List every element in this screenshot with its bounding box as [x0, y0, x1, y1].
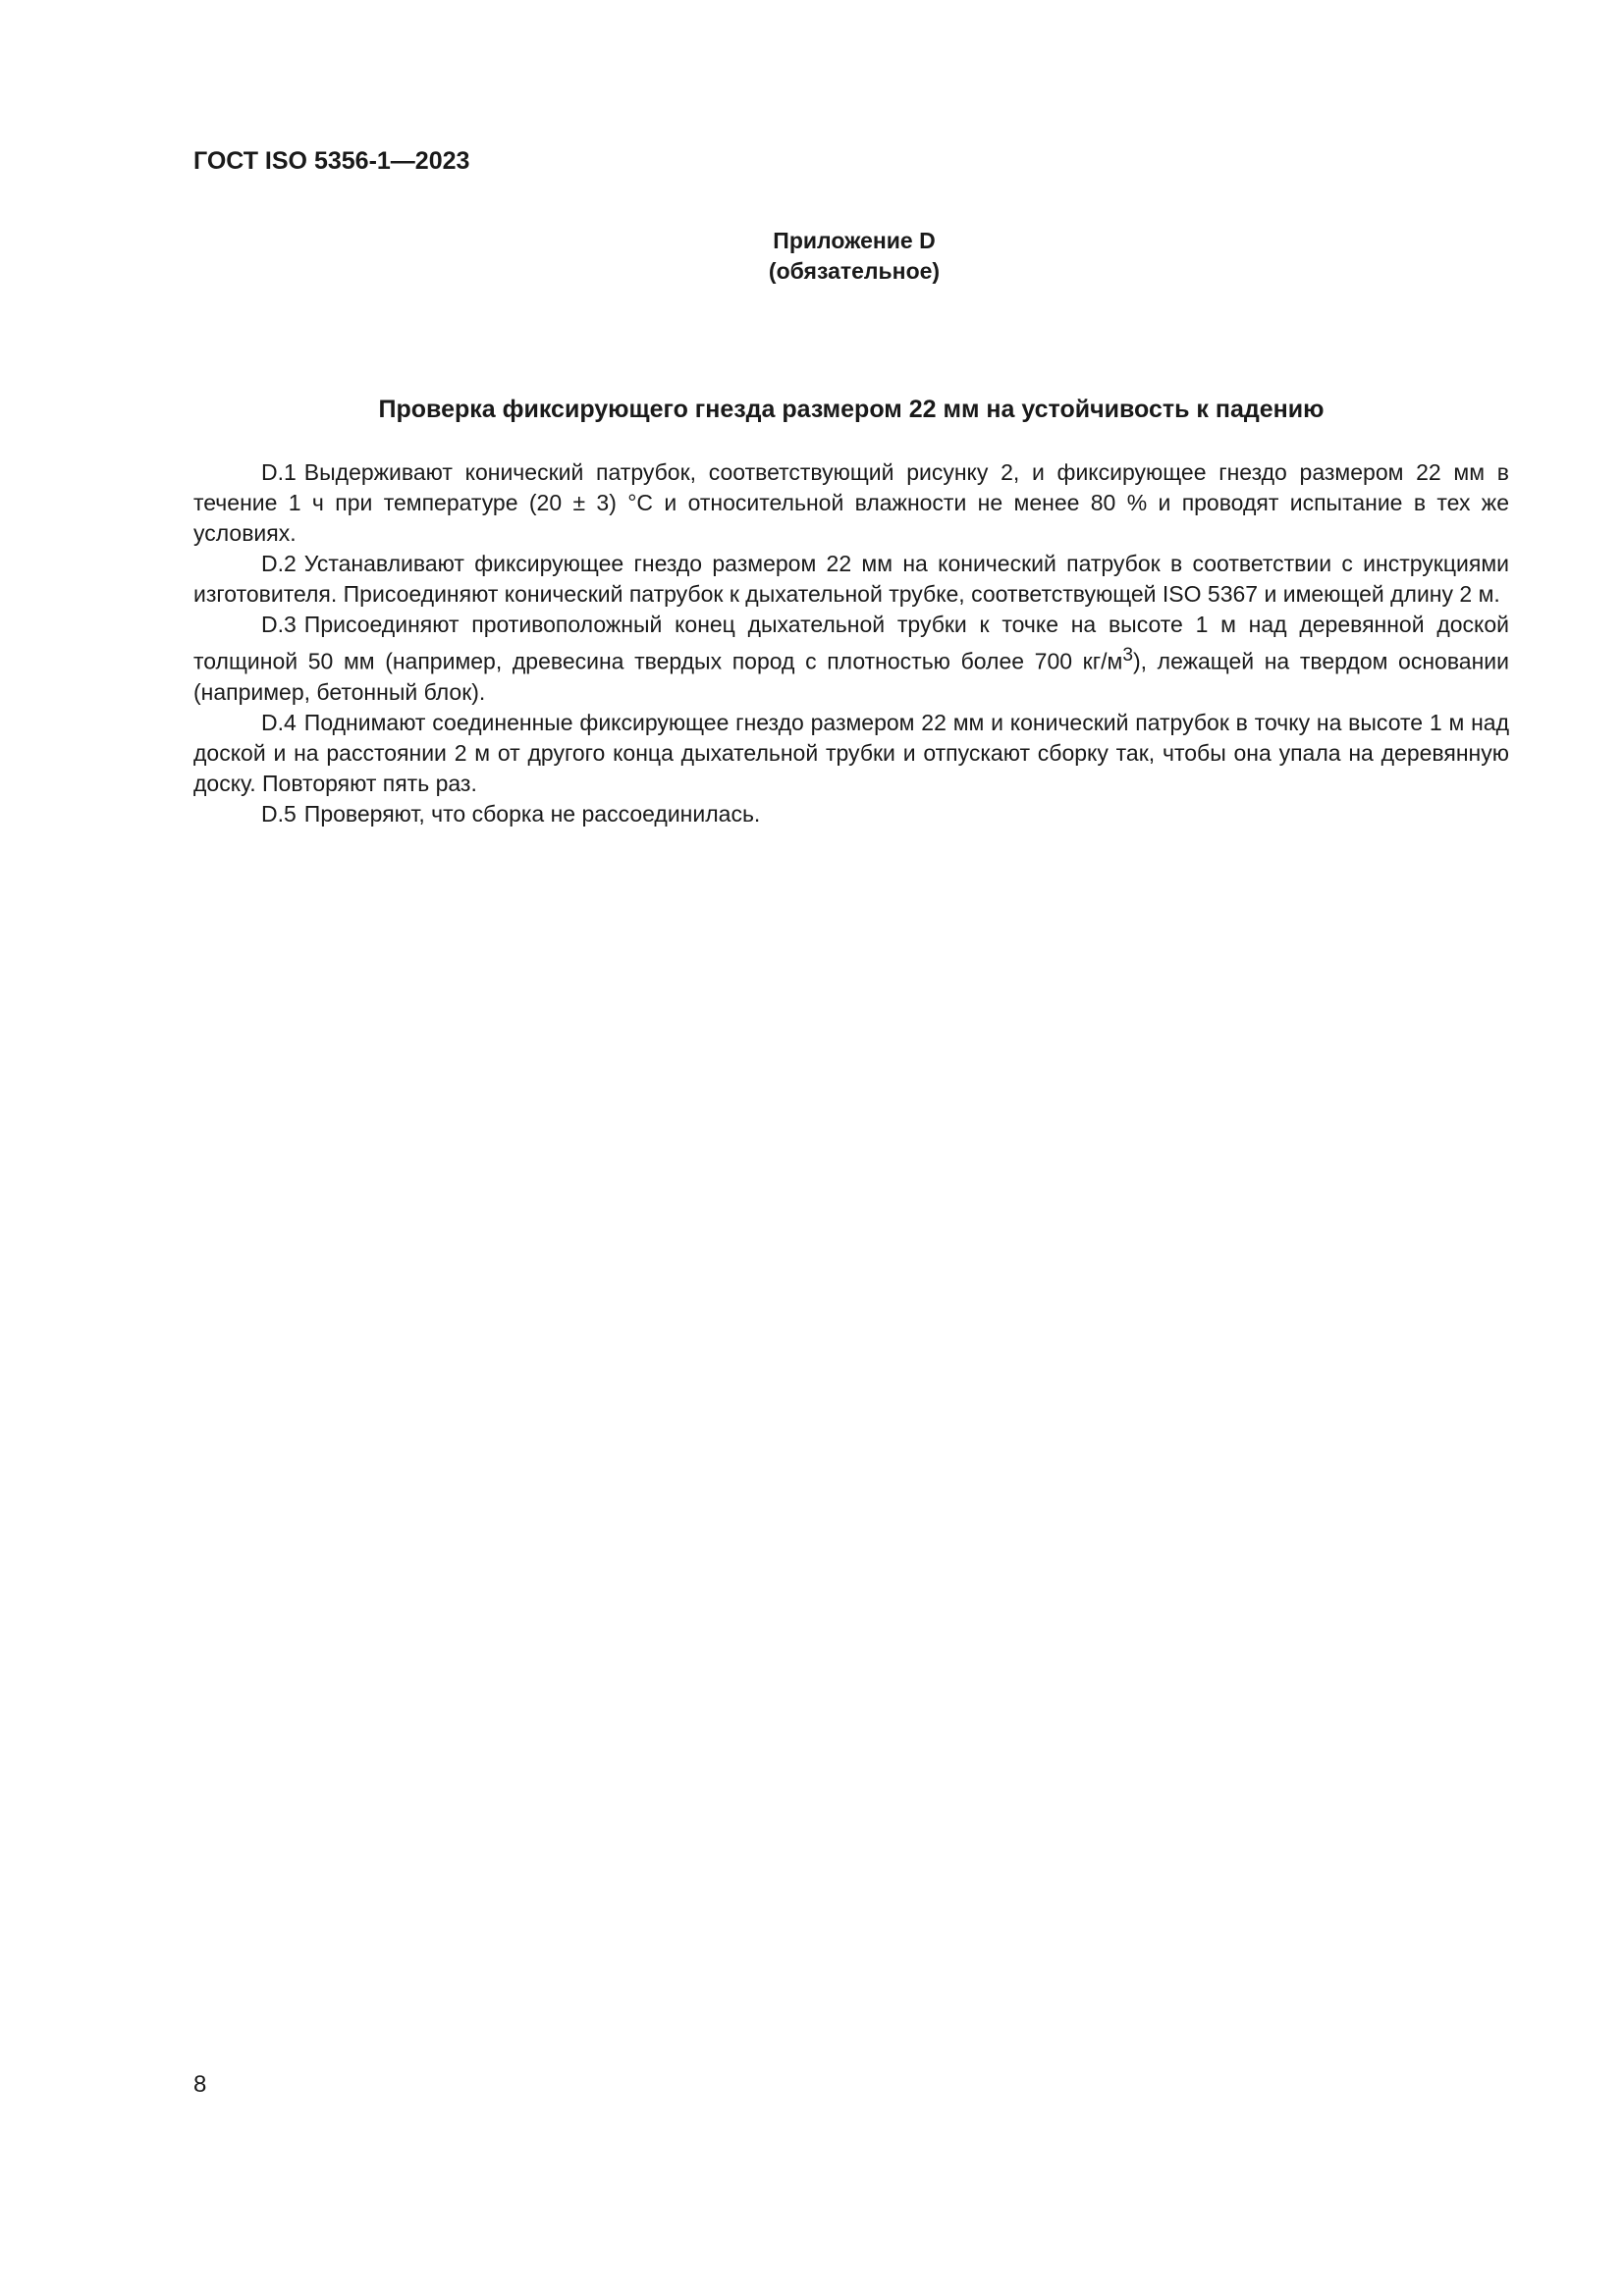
superscript-exponent: 3	[1122, 645, 1133, 666]
section-title: Проверка фиксирующего гнезда размером 22 мм на устойчивость к падению	[378, 396, 1325, 423]
paragraph-number: D.4	[261, 709, 297, 735]
document-header: ГОСТ ISO 5356-1—2023	[193, 147, 470, 175]
annex-heading	[491, 226, 1218, 287]
paragraph-d2	[193, 549, 1509, 610]
paragraph-text: Выдерживают конический патрубок, соответствующий рисунку 2, и фиксирующее гнездо размером 22 мм в течение 1 ч при температуре (20 ± 3) °С и относительной влажности не менее 80 % и проводят испытание в тех же условиях.	[193, 459, 1509, 546]
annex-status: (обязательное)	[768, 258, 941, 284]
page-number: 8	[193, 2071, 207, 2098]
paragraph-text: Присоединяют противоположный конец дыхательной трубки к точке на высоте 1 м над деревянной доской толщиной 50 мм (например, древесина твердых пород с плотностью более 700 кг/м	[193, 612, 1509, 674]
paragraph-text: Устанавливают фиксирующее гнездо размером 22 мм на конический патрубок в соответствии с инструкциями изготовителя. Присоединяют конический патрубок к дыхательной трубке, соответствующей ISO 5367 и имеющей длину 2 м.	[193, 551, 1509, 607]
annex-title: Приложение D	[773, 228, 936, 253]
paragraph-d3	[193, 610, 1509, 708]
paragraph-d1	[193, 457, 1509, 549]
paragraph-number: D.1	[261, 459, 297, 485]
paragraph-text: Поднимают соединенные фиксирующее гнездо размером 22 мм и конический патрубок в точку на высоте 1 м над доской и на расстоянии 2 м от другого конца дыхательной трубки и отпускают сборку так, чтобы она упала на деревянную доску. Повторяют пять раз.	[193, 709, 1509, 796]
paragraph-d4	[193, 708, 1509, 799]
paragraph-text: Проверяют, что сборка не рассоединилась.	[303, 800, 761, 827]
paragraph-number: D.2	[261, 551, 297, 576]
body-text	[193, 457, 1509, 829]
paragraph-number: D.3	[261, 612, 297, 637]
paragraph-number: D.5	[261, 800, 297, 827]
paragraph-text-continued: ), лежащей на твердом основании (например, бетонный блок).	[193, 648, 1509, 705]
paragraph-d5	[193, 799, 1509, 829]
